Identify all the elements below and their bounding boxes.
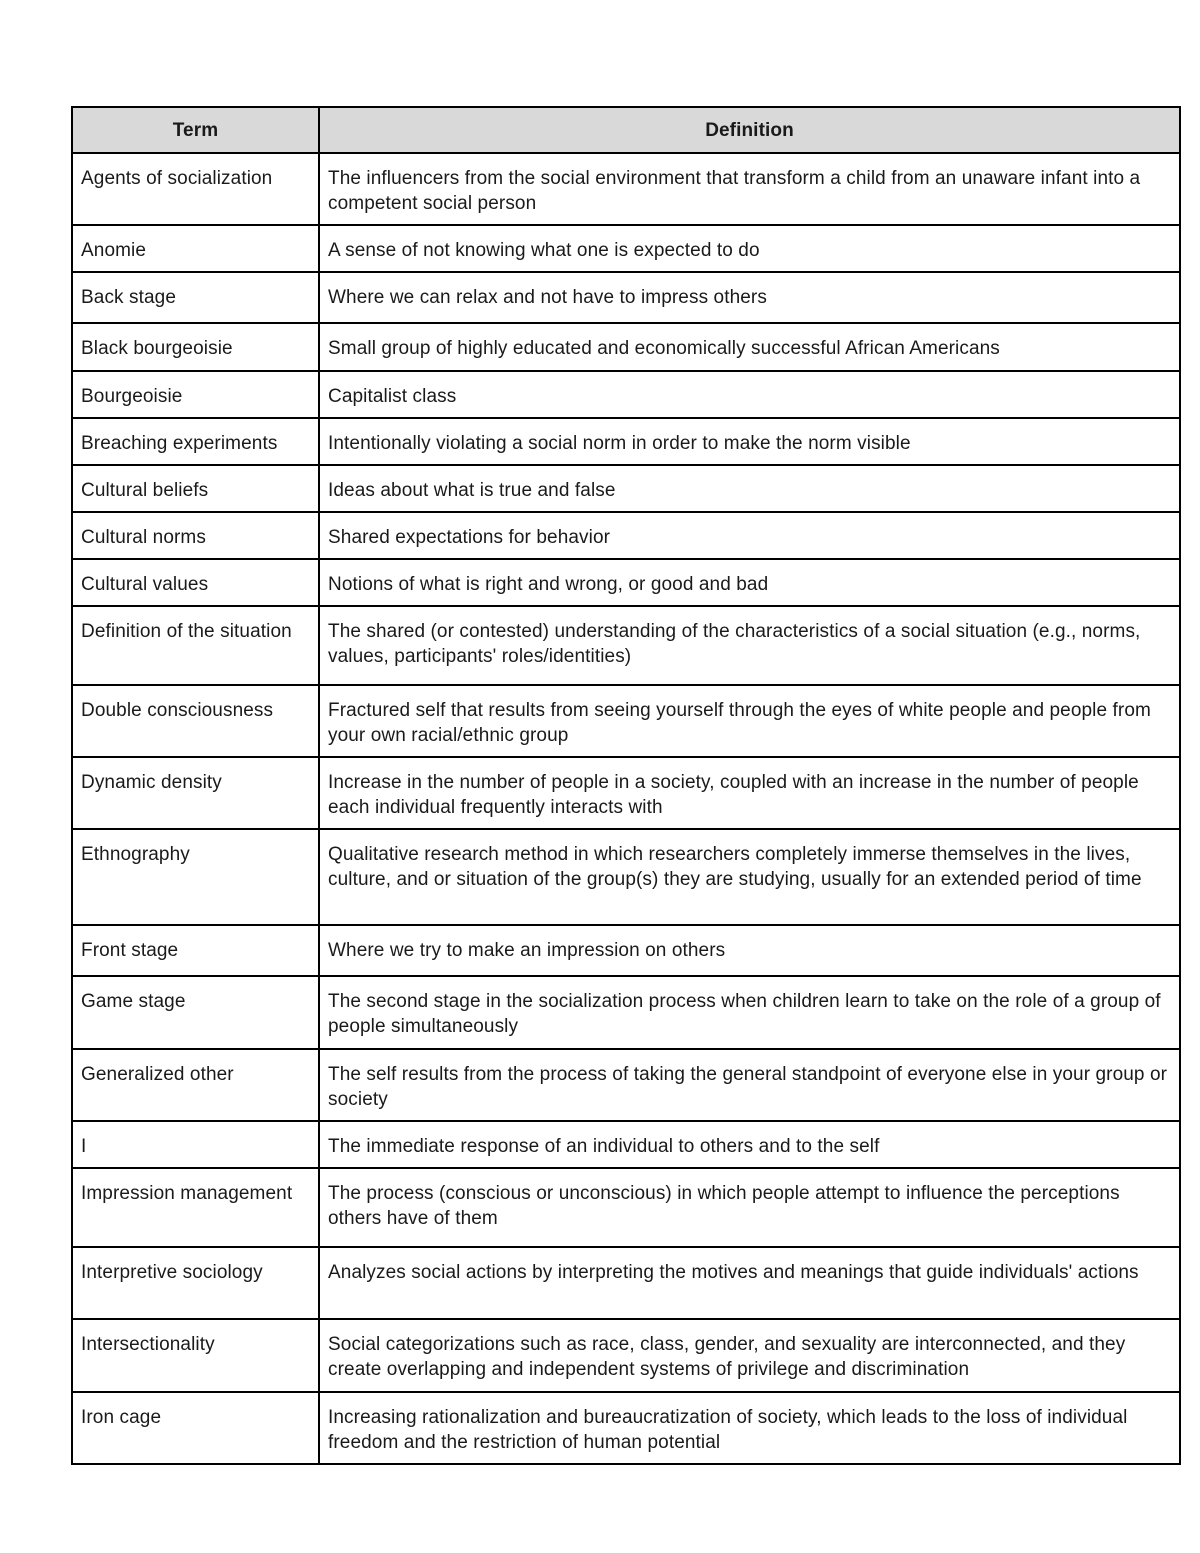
definition-cell: Capitalist class	[319, 371, 1180, 418]
table-row	[72, 153, 1180, 225]
term-cell: Cultural norms	[72, 512, 319, 559]
definition-cell: Increasing rationalization and bureaucratization of society, which leads to the loss of individual freedom and the restriction of human potential	[319, 1392, 1180, 1464]
term-cell: Game stage	[72, 976, 319, 1049]
table-row	[72, 685, 1180, 757]
term-cell: I	[72, 1121, 319, 1168]
table-row	[72, 757, 1180, 829]
table-row	[72, 1049, 1180, 1121]
definition-cell: A sense of not knowing what one is expected to do	[319, 225, 1180, 272]
definition-cell: The second stage in the socialization process when children learn to take on the role of a group of people simultaneously	[319, 976, 1180, 1049]
term-cell: Breaching experiments	[72, 418, 319, 465]
table-row	[72, 829, 1180, 925]
table-row	[72, 606, 1180, 685]
term-cell: Bourgeoisie	[72, 371, 319, 418]
table-row	[72, 465, 1180, 512]
definition-cell: Increase in the number of people in a society, coupled with an increase in the number of people each individual frequently interacts with	[319, 757, 1180, 829]
definition-cell: Intentionally violating a social norm in order to make the norm visible	[319, 418, 1180, 465]
definition-cell: Social categorizations such as race, class, gender, and sexuality are interconnected, and they create overlapping and independent systems of privilege and discrimination	[319, 1319, 1180, 1392]
term-cell: Generalized other	[72, 1049, 319, 1121]
term-cell: Iron cage	[72, 1392, 319, 1464]
term-cell: Cultural values	[72, 559, 319, 606]
definition-column-header: Definition	[319, 107, 1180, 153]
term-cell: Anomie	[72, 225, 319, 272]
table-header-row	[72, 107, 1180, 153]
table-row	[72, 323, 1180, 371]
glossary-table	[71, 106, 1181, 1465]
table-row	[72, 272, 1180, 323]
table-row	[72, 925, 1180, 976]
term-cell: Agents of socialization	[72, 153, 319, 225]
definition-cell: Small group of highly educated and economically successful African Americans	[319, 323, 1180, 371]
table-row	[72, 1121, 1180, 1168]
table-row	[72, 976, 1180, 1049]
table-row	[72, 418, 1180, 465]
table-row	[72, 1392, 1180, 1464]
term-cell: Interpretive sociology	[72, 1247, 319, 1319]
term-cell: Ethnography	[72, 829, 319, 925]
table-row	[72, 1168, 1180, 1247]
definition-cell: Analyzes social actions by interpreting the motives and meanings that guide individuals' actions	[319, 1247, 1180, 1319]
table-row	[72, 1319, 1180, 1392]
definition-cell: The self results from the process of taking the general standpoint of everyone else in your group or society	[319, 1049, 1180, 1121]
definition-cell: Ideas about what is true and false	[319, 465, 1180, 512]
definition-cell: The shared (or contested) understanding of the characteristics of a social situation (e.g., norms, values, participants' roles/identities)	[319, 606, 1180, 685]
table-row	[72, 1247, 1180, 1319]
glossary-body	[72, 153, 1180, 1464]
definition-cell: The process (conscious or unconscious) in which people attempt to influence the perceptions others have of them	[319, 1168, 1180, 1247]
term-cell: Cultural beliefs	[72, 465, 319, 512]
table-row	[72, 225, 1180, 272]
definition-cell: Fractured self that results from seeing yourself through the eyes of white people and people from your own racial/ethnic group	[319, 685, 1180, 757]
definition-cell: Shared expectations for behavior	[319, 512, 1180, 559]
definition-cell: Notions of what is right and wrong, or good and bad	[319, 559, 1180, 606]
definition-cell: Where we can relax and not have to impress others	[319, 272, 1180, 323]
definition-cell: Qualitative research method in which researchers completely immerse themselves in the lives, culture, and or situation of the group(s) they are studying, usually for an extended period of time	[319, 829, 1180, 925]
term-cell: Back stage	[72, 272, 319, 323]
definition-cell: Where we try to make an impression on others	[319, 925, 1180, 976]
term-cell: Double consciousness	[72, 685, 319, 757]
table-row	[72, 512, 1180, 559]
term-cell: Definition of the situation	[72, 606, 319, 685]
table-row	[72, 371, 1180, 418]
table-row	[72, 559, 1180, 606]
term-cell: Black bourgeoisie	[72, 323, 319, 371]
definition-cell: The immediate response of an individual to others and to the self	[319, 1121, 1180, 1168]
term-cell: Impression management	[72, 1168, 319, 1247]
term-cell: Dynamic density	[72, 757, 319, 829]
term-column-header: Term	[72, 107, 319, 153]
term-cell: Intersectionality	[72, 1319, 319, 1392]
term-cell: Front stage	[72, 925, 319, 976]
definition-cell: The influencers from the social environment that transform a child from an unaware infant into a competent social person	[319, 153, 1180, 225]
